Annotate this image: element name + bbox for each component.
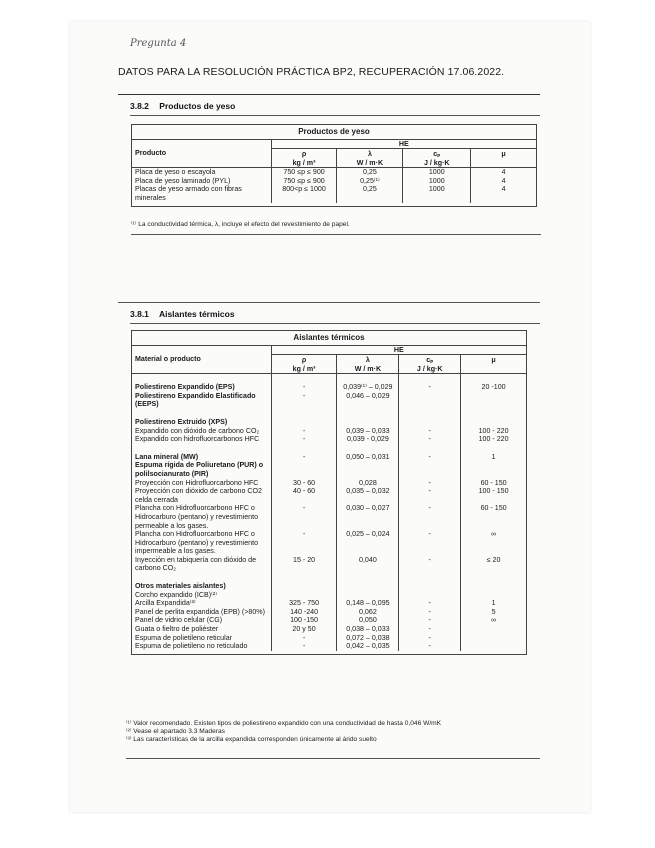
- cell-mu: [461, 634, 527, 643]
- cell-material: Inyección en tabiquería con dióxido de carbono CO₂: [132, 556, 272, 573]
- cell-material: Poliestireno Expandido Elastificado (EEPS): [132, 392, 272, 409]
- cell-material: Poliestireno Expandido (EPS): [132, 383, 272, 392]
- table-row: [132, 599, 527, 608]
- cell-lambda: 0,028: [337, 479, 399, 488]
- handwritten-note: Pregunta 4: [130, 38, 187, 49]
- col-unit: kg / m³: [271, 158, 337, 168]
- table-row: [132, 573, 527, 582]
- cell-lambda: [337, 418, 399, 427]
- section-rule: [130, 323, 540, 324]
- cell-cp: [399, 591, 461, 600]
- table-row: [132, 556, 527, 573]
- cell-cp: -: [399, 504, 461, 530]
- cell-material: Espuma de polietileno no reticulado: [132, 642, 272, 651]
- cell-cp: [399, 409, 461, 418]
- cell-cp: [399, 582, 461, 591]
- table-row: [132, 168, 537, 177]
- cell-mu: ∞: [461, 530, 527, 556]
- cell-cp: [399, 461, 461, 478]
- col-symbol: ρ: [271, 149, 337, 159]
- section-name: Aislantes térmicos: [158, 309, 235, 319]
- cell-lambda: 0,039 – 0,033: [337, 427, 399, 436]
- cell-mu: [461, 582, 527, 591]
- cell-rho: -: [271, 427, 337, 436]
- col-symbol: μ: [471, 149, 537, 159]
- table-row: [132, 530, 527, 556]
- cell-rho: [271, 573, 337, 582]
- cell-material: Espuma rígida de Poliuretano (PUR) o polilsocianurato (PIR): [132, 461, 272, 478]
- cell-material: Expandido con dióxido de carbono CO₂: [132, 427, 272, 436]
- cell-material: Corcho expandido (ICB)⁽²⁾: [132, 591, 272, 600]
- col-unit: [471, 158, 537, 168]
- cell-lambda: [337, 573, 399, 582]
- cell-cp: -: [399, 608, 461, 617]
- page-header: DATOS PARA LA RESOLUCIÓN PRÁCTICA BP2, RECUPERACIÓN 17.06.2022.: [118, 66, 505, 78]
- cell-mu: 100 - 220: [461, 427, 527, 436]
- cell-mu: [461, 642, 527, 651]
- table-row: [132, 582, 527, 591]
- cell-cp: [399, 418, 461, 427]
- col-unit: J / kg·K: [399, 364, 461, 374]
- col-header-material: Material o producto: [132, 345, 272, 374]
- cell-material: Guata o fieltro de poliéster: [132, 625, 272, 634]
- table-row-spacer: [132, 651, 527, 655]
- cell-material: Arcilla Expandida⁽³⁾: [132, 599, 272, 608]
- table-row: [132, 608, 527, 617]
- section-number: 3.8.2: [130, 101, 149, 111]
- table-row: [132, 642, 527, 651]
- cell-cp: -: [399, 383, 461, 392]
- yeso-table: [131, 124, 537, 207]
- section-top-rule: [118, 302, 540, 303]
- cell-cp: -: [399, 487, 461, 504]
- cell-material: [132, 374, 272, 384]
- table-row: [132, 427, 527, 436]
- cell-lambda: [337, 374, 399, 384]
- cell-cp: 1000: [403, 185, 471, 202]
- cell-rho: -: [271, 530, 337, 556]
- cell-mu: 4: [471, 177, 537, 186]
- cell-lambda: 0,039 - 0,029: [337, 435, 399, 444]
- cell-rho: 20 y 50: [271, 625, 337, 634]
- cell-mu: 4: [471, 185, 537, 202]
- cell-cp: -: [399, 642, 461, 651]
- cell-lambda: 0,25: [337, 168, 403, 177]
- cell-mu: ∞: [461, 616, 527, 625]
- cell-material: Plancha con Hidrofluorcarbono HFC o Hidrocarburo (pentano) y revestimiento permeable a los gases.: [132, 504, 272, 530]
- table-row: [132, 177, 537, 186]
- cell-material: Proyección con Hidrofluorcarbono HFC: [132, 479, 272, 488]
- cell-cp: -: [399, 634, 461, 643]
- bottom-rule: [126, 758, 540, 759]
- cell-cp: 1000: [403, 177, 471, 186]
- table-row: [132, 374, 527, 384]
- cell-lambda: 0,062: [337, 608, 399, 617]
- cell-rho: -: [271, 642, 337, 651]
- cell-lambda: 0,025 – 0,024: [337, 530, 399, 556]
- table-row: [132, 418, 527, 427]
- cell-mu: [461, 461, 527, 478]
- col-symbol: λ: [337, 355, 399, 365]
- aislantes-table: [131, 330, 527, 655]
- cell-rho: -: [271, 392, 337, 409]
- cell-material: Otros materiales aislantes): [132, 582, 272, 591]
- cell-mu: [461, 392, 527, 409]
- cell-rho: 750 ≤p ≤ 900: [271, 168, 337, 177]
- cell-mu: 1: [461, 599, 527, 608]
- cell-material: Placas de yeso armado con fibras minerales: [132, 185, 272, 202]
- cell-mu: [461, 573, 527, 582]
- section-rule: [130, 115, 540, 116]
- cell-material: Placa de yeso o escayola: [132, 168, 272, 177]
- cell-lambda: [337, 461, 399, 478]
- table-row: [132, 435, 527, 444]
- table-row-spacer: [132, 203, 537, 207]
- cell-cp: [399, 392, 461, 409]
- cell-lambda: 0,148 – 0,095: [337, 599, 399, 608]
- cell-lambda: 0,050: [337, 616, 399, 625]
- cell-lambda: 0,050 – 0,031: [337, 453, 399, 462]
- col-unit: W / m·K: [337, 158, 403, 168]
- cell-rho: 325 - 750: [271, 599, 337, 608]
- cell-lambda: 0,030 – 0,027: [337, 504, 399, 530]
- cell-rho: [271, 582, 337, 591]
- cell-rho: -: [271, 504, 337, 530]
- cell-lambda: 0,038 – 0,033: [337, 625, 399, 634]
- section-number: 3.8.1: [130, 309, 149, 319]
- col-symbol: cₚ: [399, 355, 461, 365]
- table-row: [132, 625, 527, 634]
- cell-cp: -: [399, 453, 461, 462]
- cell-mu: [461, 444, 527, 453]
- cell-mu: 20 -100: [461, 383, 527, 392]
- cell-lambda: [337, 582, 399, 591]
- cell-cp: -: [399, 530, 461, 556]
- cell-cp: [399, 444, 461, 453]
- section-end-rule: [131, 234, 541, 235]
- table-row: [132, 616, 527, 625]
- section-title-yeso: [130, 101, 235, 111]
- cell-lambda: [337, 444, 399, 453]
- cell-cp: [399, 573, 461, 582]
- col-unit: [461, 364, 527, 374]
- col-symbol: cₚ: [403, 149, 471, 159]
- cell-rho: 140 -240: [271, 608, 337, 617]
- cell-mu: 100 - 220: [461, 435, 527, 444]
- cell-cp: -: [399, 479, 461, 488]
- cell-material: Plancha con Hidrofluorcarbono HFC o Hidrocarburo (pentano) y revestimiento impermeable a los gases.: [132, 530, 272, 556]
- col-symbol: ρ: [271, 355, 337, 365]
- cell-rho: -: [271, 453, 337, 462]
- table-row: [132, 461, 527, 478]
- cell-material: Expandido con hidrofluorcarbonos HFC: [132, 435, 272, 444]
- section-title-aislantes: [130, 309, 235, 319]
- footnote: ⁽³⁾ Las características de la arcilla expandida corresponden únicamente al árido suelto: [126, 736, 377, 743]
- col-unit: kg / m³: [271, 364, 337, 374]
- cell-material: [132, 573, 272, 582]
- table-row: [132, 479, 527, 488]
- col-header-product: Producto: [132, 139, 272, 168]
- cell-rho: [271, 591, 337, 600]
- cell-cp: -: [399, 556, 461, 573]
- table-row: [132, 409, 527, 418]
- cell-lambda: 0,046 – 0,029: [337, 392, 399, 409]
- cell-lambda: 0,040: [337, 556, 399, 573]
- cell-material: [132, 409, 272, 418]
- cell-rho: 100 -150: [271, 616, 337, 625]
- cell-mu: [461, 591, 527, 600]
- table-row: [132, 444, 527, 453]
- cell-mu: ≤ 20: [461, 556, 527, 573]
- cell-lambda: [337, 409, 399, 418]
- he-header: HE: [271, 139, 536, 149]
- cell-mu: 60 - 150: [461, 479, 527, 488]
- cell-rho: 40 - 60: [271, 487, 337, 504]
- table-row: [132, 634, 527, 643]
- cell-lambda: 0,042 – 0,035: [337, 642, 399, 651]
- cell-lambda: 0,035 – 0,032: [337, 487, 399, 504]
- cell-rho: [271, 418, 337, 427]
- header-rule: [118, 94, 540, 95]
- cell-mu: [461, 625, 527, 634]
- cell-rho: [271, 461, 337, 478]
- he-header: HE: [271, 345, 526, 355]
- cell-material: Poliestireno Extruido (XPS): [132, 418, 272, 427]
- cell-lambda: 0,25⁽¹⁾: [337, 177, 403, 186]
- cell-cp: 1000: [403, 168, 471, 177]
- cell-rho: -: [271, 634, 337, 643]
- cell-mu: [461, 409, 527, 418]
- cell-rho: 750 ≤p ≤ 900: [271, 177, 337, 186]
- cell-rho: -: [271, 435, 337, 444]
- cell-mu: 4: [471, 168, 537, 177]
- footnote: ⁽²⁾ Vease el apartado 3.3 Maderas: [126, 728, 225, 735]
- cell-cp: -: [399, 435, 461, 444]
- cell-cp: -: [399, 616, 461, 625]
- cell-material: Panel de perlita expandida (EPB) (>80%): [132, 608, 272, 617]
- table-title: Aislantes térmicos: [132, 331, 527, 346]
- table-row: [132, 383, 527, 392]
- cell-rho: [271, 409, 337, 418]
- table-title: Productos de yeso: [132, 125, 537, 140]
- cell-mu: [461, 374, 527, 384]
- cell-rho: 15 - 20: [271, 556, 337, 573]
- cell-rho: [271, 444, 337, 453]
- table-row: [132, 591, 527, 600]
- cell-lambda: 0,25: [337, 185, 403, 202]
- table-row: [132, 487, 527, 504]
- cell-material: Panel de vidrio celular (CG): [132, 616, 272, 625]
- table-row: [132, 453, 527, 462]
- cell-material: Espuma de polietileno reticular: [132, 634, 272, 643]
- col-unit: W / m·K: [337, 364, 399, 374]
- table-row: [132, 185, 537, 202]
- table-row: [132, 504, 527, 530]
- col-symbol: μ: [461, 355, 527, 365]
- col-symbol: λ: [337, 149, 403, 159]
- cell-material: Proyección con dióxido de carbono CO2 celda cerrada: [132, 487, 272, 504]
- cell-rho: 800<p ≤ 1000: [271, 185, 337, 202]
- cell-mu: 100 - 150: [461, 487, 527, 504]
- cell-lambda: 0,039⁽¹⁾ – 0,029: [337, 383, 399, 392]
- cell-material: [132, 444, 272, 453]
- cell-rho: -: [271, 383, 337, 392]
- cell-material: Placa de yeso laminado (PYL): [132, 177, 272, 186]
- footnote-yeso: ⁽¹⁾ La conductividad térmica, λ, incluye el efecto del revestimiento de papel.: [131, 221, 350, 228]
- cell-rho: 30 - 60: [271, 479, 337, 488]
- table-row: [132, 392, 527, 409]
- footnotes-aislantes: [126, 720, 441, 744]
- cell-cp: -: [399, 427, 461, 436]
- section-name: Productos de yeso: [159, 101, 236, 111]
- footnote: ⁽¹⁾ Valor recomendado. Existen tipos de poliestireno expandido con una conductividad de hasta 0,046 W/mK: [126, 720, 442, 727]
- cell-material: Lana mineral (MW): [132, 453, 272, 462]
- col-unit: J / kg·K: [403, 158, 471, 168]
- cell-rho: [271, 374, 337, 384]
- cell-lambda: [337, 591, 399, 600]
- cell-cp: [399, 374, 461, 384]
- cell-mu: 1: [461, 453, 527, 462]
- cell-cp: -: [399, 599, 461, 608]
- cell-cp: -: [399, 625, 461, 634]
- cell-mu: 60 - 150: [461, 504, 527, 530]
- cell-mu: 5: [461, 608, 527, 617]
- cell-mu: [461, 418, 527, 427]
- cell-lambda: 0,072 – 0,038: [337, 634, 399, 643]
